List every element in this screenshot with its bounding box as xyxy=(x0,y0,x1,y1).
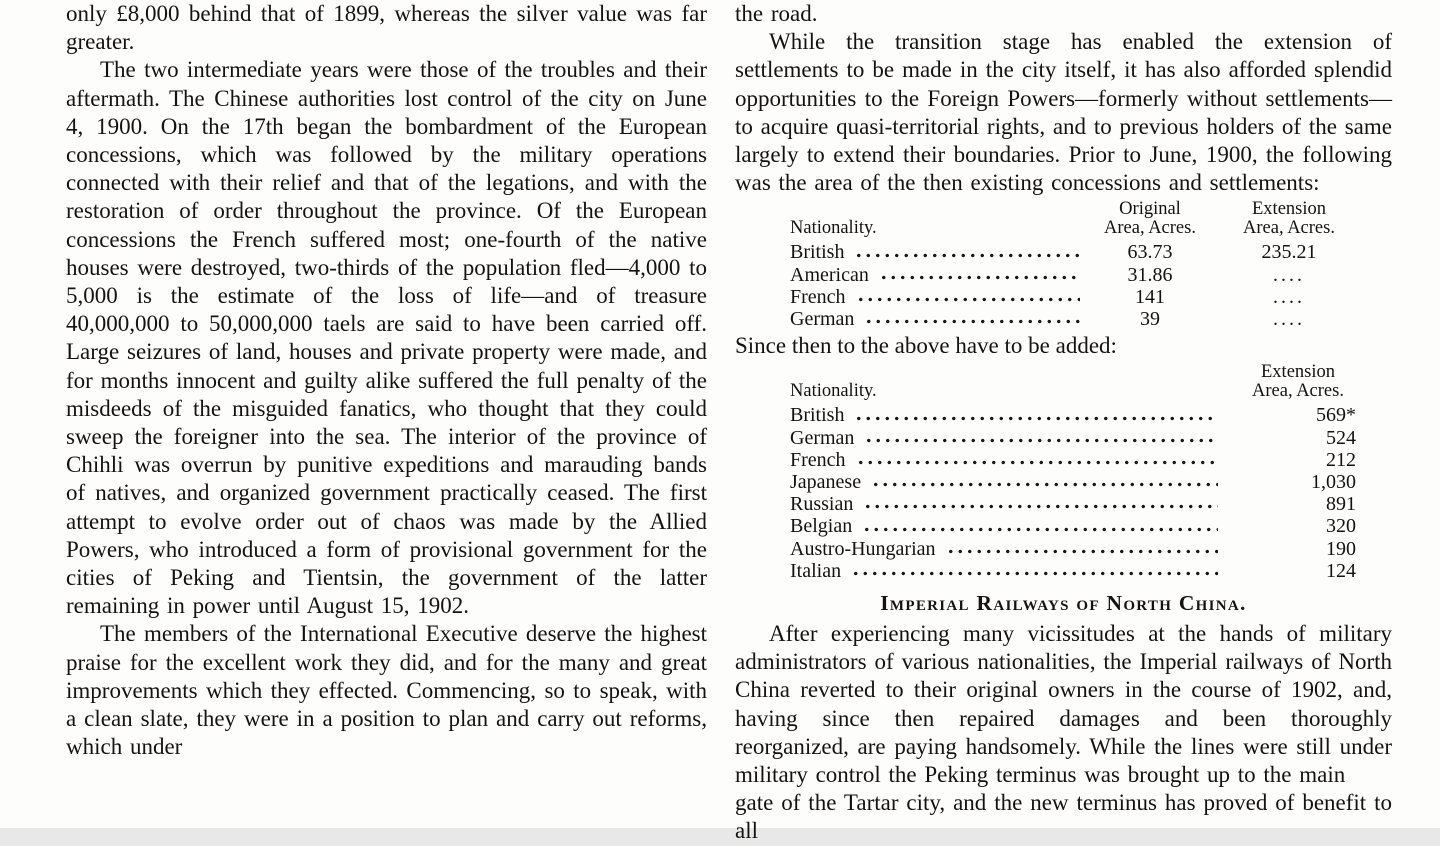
concessions-table xyxy=(790,200,1364,330)
header-extension-area: Extension Area, Acres. xyxy=(1243,199,1335,239)
paragraph-imperial-railways: After experiencing many vicissitudes at the hands of military administrators of various nationalities, the Imperial railways of North China reverted to their original owners in the course of 1902, and, having since then repaired damages and been thoroughly reorganized, are paying handsomely. While the lines were still under military control the Peking terminus was brought up to the main xyxy=(735,621,1392,788)
concessions-table-header xyxy=(790,200,1364,238)
header-spacer xyxy=(887,200,1080,238)
dot-leader xyxy=(864,427,1218,449)
dot-leader xyxy=(851,560,1218,582)
table-row: Italian 124 xyxy=(790,559,1356,582)
header-original-area: Original Area, Acres. xyxy=(1104,199,1196,239)
header-nationality: Nationality. xyxy=(790,218,877,239)
dot-leader xyxy=(856,449,1218,471)
dot-leader xyxy=(871,471,1218,493)
header-nationality: Nationality. xyxy=(790,381,877,402)
paragraph-troubles: The two intermediate years were those of the troubles and their aftermath. The Chinese authorities lost control of the city on June 4, 1900. On the 17th began the bombardment of the European concessions, which was followed by the military operations connected with their relief and that of the legations, and with the restoration of order throughout the province. Of the European concessions the French suffered most; one-fourth of the native houses were destroyed, two-thirds of the population fled—4,000 to 5,000 is the estimate of the loss of life—and of treasure 40,000,000 to 50,000,000 taels are said to have been carried off. Large seizures of land, houses and private property were made, and for months innocent and guilty alike suffered the full penalty of the misdeeds of the misguided fanatics, who thought that they could sweep the foreigner into the sea. The interior of the province of Chihli was overrun by punitive expeditions and marauding bands of natives, and organized government practically ceased. The first attempt to evolve order out of chaos was made by the Allied Powers, who introduced a form of provisional government for the cities of Peking and Tientsin, the government of the latter remaining in power until August 15, 1902. xyxy=(66,57,707,619)
table-row: American 31.86 .... xyxy=(790,263,1305,286)
between-tables-line: Since then to the above have to be added: xyxy=(735,333,1117,359)
table-row: Japanese 1,030 xyxy=(790,471,1356,494)
partial-cropped-line: gate of the Tartar city, and the new terminus has proved of benefit to all xyxy=(735,790,1392,844)
table-row: British 569* xyxy=(790,404,1356,427)
table-row: Belgian 320 xyxy=(790,515,1356,538)
table-row: Russian 891 xyxy=(790,493,1356,516)
table-row: French 141 .... xyxy=(790,285,1305,308)
table-row: French 212 xyxy=(790,448,1356,471)
paragraph-international-executive: The members of the International Executive deserve the highest praise for the excellent work they did, and for the many and great improvements which they effected. Commencing, so to speak, with a clean slate, they were in a position to plan and carry out reforms, which under xyxy=(66,621,707,760)
right-column xyxy=(735,0,1392,844)
dot-leader xyxy=(862,515,1218,537)
extensions-table-header xyxy=(790,363,1364,401)
paragraph-continuation: only £8,000 behind that of 1899, whereas the silver value was far greater. xyxy=(66,1,707,55)
section-heading-imperial-railways: Imperial Railways of North China. xyxy=(880,591,1247,616)
dot-leader xyxy=(854,241,1080,263)
left-column xyxy=(66,0,707,828)
dot-leader xyxy=(879,264,1080,286)
dot-leader xyxy=(854,404,1218,426)
header-extension-area: Extension Area, Acres. xyxy=(1252,362,1344,402)
dot-leader xyxy=(863,493,1218,515)
table-row: Austro-Hungarian 190 xyxy=(790,537,1356,560)
paragraph-fragment-road: the road. xyxy=(735,1,818,26)
dot-leader xyxy=(946,538,1218,560)
paragraph-transition-stage: While the transition stage has enabled the extension of settlements to be made in the city itself, it has also afforded splendid opportunities to the Foreign Powers—formerly without settlements—to acquire quasi-territorial rights, and to previous holders of the same largely to extend their boundaries. Prior to June, 1900, the following was the area of the then existing concessions and settlements: xyxy=(735,29,1392,196)
extensions-table xyxy=(790,363,1364,582)
dot-leader xyxy=(856,286,1080,308)
header-spacer xyxy=(887,363,1226,401)
dot-leader xyxy=(864,308,1080,330)
table-row: British 63.73 235.21 xyxy=(790,241,1317,264)
table-row: German 39 .... xyxy=(790,308,1305,331)
table-row: German 524 xyxy=(790,426,1356,449)
